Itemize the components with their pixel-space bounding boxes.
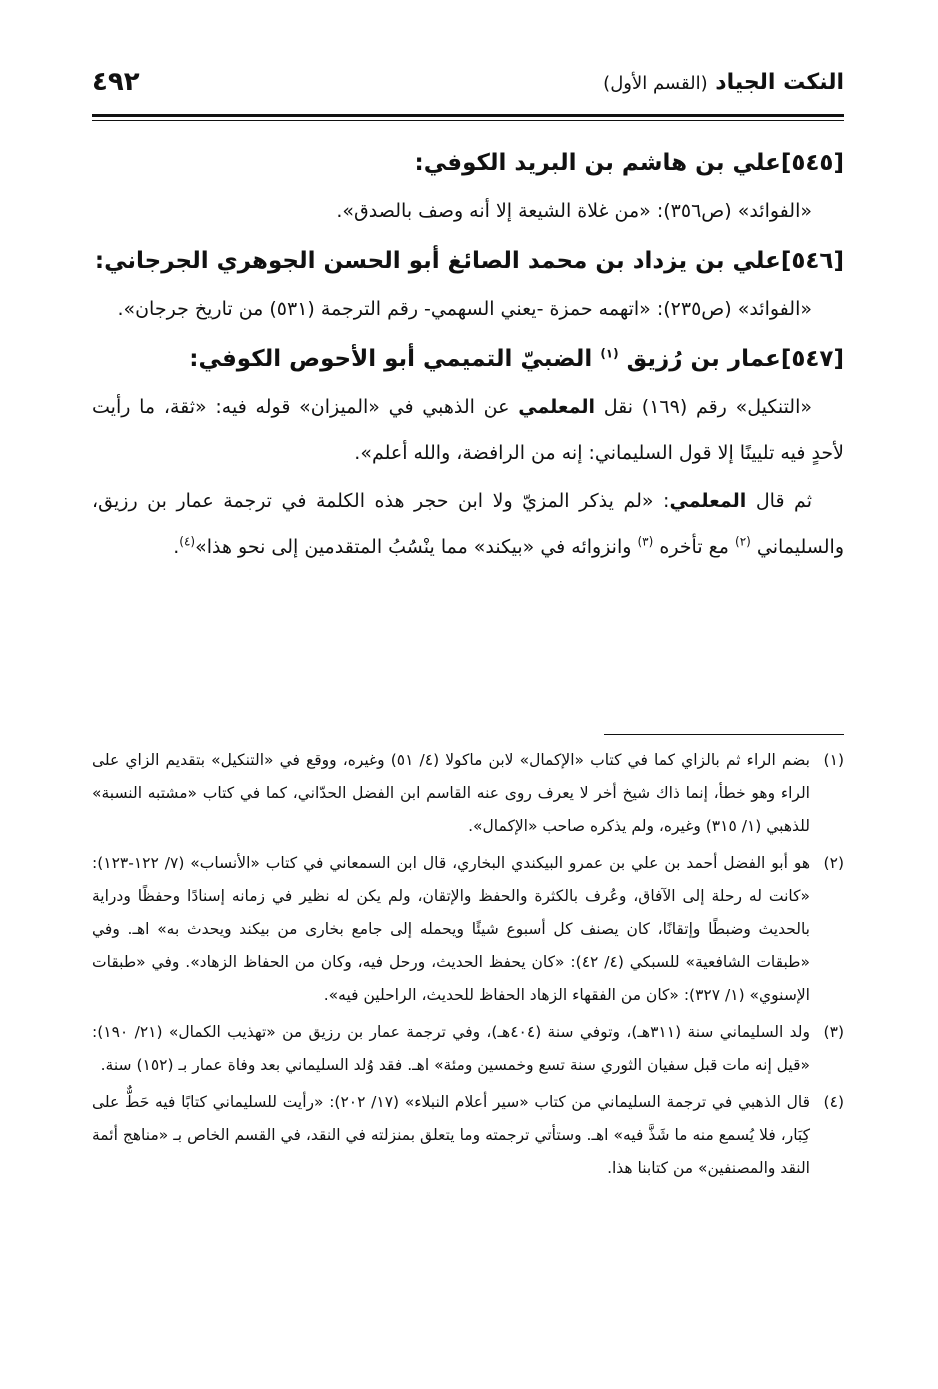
footnote-ref-3[interactable]: (٣) (637, 534, 654, 549)
footnote-2 (92, 847, 844, 1012)
entry-paragraph (92, 384, 844, 476)
footnote-marker: (٣) (823, 1023, 844, 1041)
footnote-4 (92, 1086, 844, 1185)
header-rule-thin (92, 120, 844, 121)
page-number: ٤٩٢ (92, 67, 140, 97)
text-run: «التنكيل» رقم (١٦٩) نقل (603, 396, 812, 418)
entry-name: علي بن هاشم بن البريد الكوفي: (414, 150, 781, 176)
footnote-marker: (٢) (823, 854, 844, 872)
text-run: : «لم يذكر المزيّ ولا ابن حجر هذه الكلمة في ترجمة عمار بن رزيق، والسليماني (92, 490, 844, 558)
entry-paragraph (92, 478, 844, 570)
footnote-marker: (١) (823, 751, 844, 769)
running-title (603, 70, 844, 95)
entry-heading-546 (92, 236, 844, 286)
footnote-text: هو أبو الفضل أحمد بن علي بن عمرو البيكندي البخاري، قال ابن السمعاني في كتاب «الأنساب» (٧/ ١٢٢-١٢٣): «كانت له رحلة إلى الآفاق، وعُرف بالكثرة والحفظ والإتقان، ولم يكن له نظير في زمانه إسنادًا وحفظًا ودراية بالحديث وضبطًا وإتقانًا، كان يصنف كل أسبوع شيئًا ويحمله إلى جامع بخارى من بيكند ويحدث به» اهـ. وفي «طبقات الشافعية» للسبكي (٤/ ٤٢): «كان يحفظ الحديث، ورحل فيه، وكان من الحفاظ الزهاد». وفي «طبقات الإسنوي» (١/ ٣٢٧): «كان من الفقهاء الزهاد الحفاظ للحديث، الراحلين فيه». (92, 854, 810, 1004)
footnote-1 (92, 744, 844, 843)
entry-name: علي بن يزداد بن محمد الصائغ أبو الحسن الجوهري الجرجاني: (94, 248, 781, 274)
entry-paragraph: «الفوائد» (ص٣٥٦): «من غلاة الشيعة إلا أنه وصف بالصدق». (336, 200, 812, 222)
footnote-ref-4[interactable]: (٤) (179, 534, 196, 549)
entry-number: [٥٤٥] (780, 150, 844, 176)
entry-heading-547 (92, 334, 844, 384)
header-rule-thick (92, 114, 844, 117)
footnote-marker: (٤) (823, 1093, 844, 1111)
footnote-separator (604, 734, 844, 735)
entry-paragraph: «الفوائد» (ص٢٣٥): «اتهمه حمزة -يعني السهمي- رقم الترجمة (٥٣١) من تاريخ جرجان». (117, 298, 812, 320)
text-run: . (173, 536, 180, 558)
footnote-text: ولد السليماني سنة (٣١١هـ)، وتوفي سنة (٤٠٤هـ)، وفي ترجمة عمار بن رزيق من «تهذيب الكمال» (٢١/ ١٩٠): «قيل إنه مات قبل سفيان الثوري سنة تسع وخمسين ومئة» اهـ. فقد وُلد السليماني بعد وفاة عمار بـ (١٥٢) سنة. (92, 1023, 810, 1074)
book-title: النكت الجياد (715, 69, 844, 95)
text-run: مع تأخره (659, 536, 729, 558)
entry-number: [٥٤٧] (780, 346, 844, 372)
footnote-text: بضم الراء ثم بالزاي كما في كتاب «الإكمال» لابن ماكولا (٤/ ٥١) وغيره، ووقع في «التنكيل» بتقديم الزاي على الراء وهو خطأ، إنما ذاك شيخ أخر لا يعرف روى عنه القاسم ابن الفضل الحدّاني، كما في كتاب «مشتبه النسبة» للذهبي (١/ ٣١٥) وغيره، ولم يذكره صاحب «الإكمال». (92, 751, 810, 835)
entry-name-part2: الضبيّ التميمي أبو الأحوص الكوفي: (189, 346, 593, 372)
text-run: وانزوائه في «بيكند» مما ينْسُبُ المتقدمين إلى نحو هذا» (195, 536, 632, 558)
footnote-ref-2[interactable]: (٢) (735, 534, 751, 549)
page-header (92, 62, 844, 102)
footnotes (92, 744, 844, 1189)
entry-heading-545 (92, 138, 844, 188)
main-text (92, 138, 844, 572)
author-name-bold: المعلمي (518, 396, 596, 418)
text-run: عن الذهبي في «الميزان» قوله فيه: «ثقة، ما رأيت لأحدٍ فيه تليينًا إلا قول السليماني: إنه من الرافضة، والله أعلم». (92, 396, 844, 464)
footnote-text: قال الذهبي في ترجمة السليماني من كتاب «سير أعلام النبلاء» (١٧/ ٢٠٢): «رأيت للسليماني كتابًا فيه حَطٌّ على كِبَار، فلا يُسمع منه ما شَذَّ فيه» اهـ. وستأتي ترجمته وما يتعلق بمنزلته في النقد، في القسم الخاص بـ «مناهج أئمة النقد والمصنفين» من كتابنا هذا. (92, 1093, 810, 1177)
entry-number: [٥٤٦] (780, 248, 844, 274)
footnote-ref-1[interactable]: (١) (600, 346, 619, 361)
text-run: ثم قال (755, 490, 812, 512)
entry-name-part1: عمار بن رُزيق (626, 346, 781, 372)
footnote-3 (92, 1016, 844, 1082)
book-section: (القسم الأول) (603, 72, 708, 94)
author-name-bold: المعلمي (669, 490, 747, 512)
